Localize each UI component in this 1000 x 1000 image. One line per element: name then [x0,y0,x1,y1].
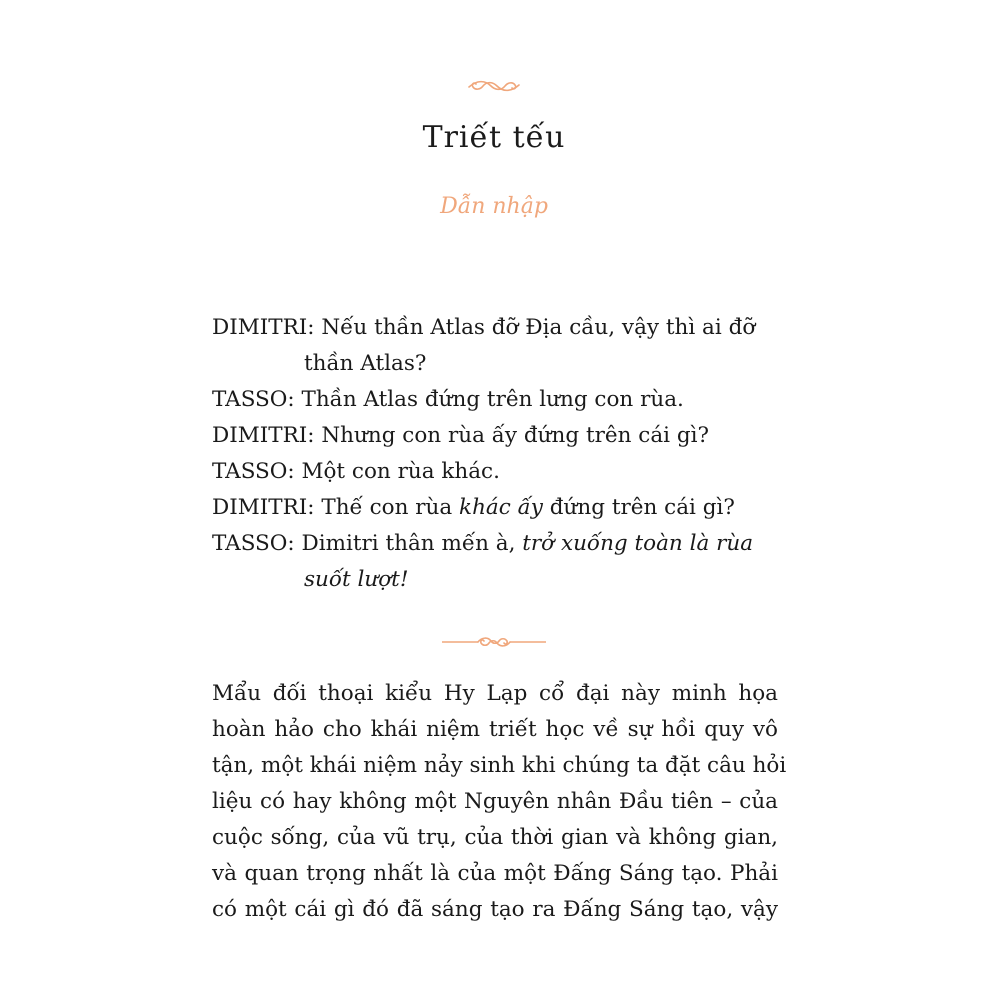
dialogue-text: thần Atlas? [304,351,427,376]
speaker-name: TASSO: [212,459,295,484]
body-paragraph [212,676,787,928]
flourish-ornament-icon [465,76,523,96]
speaker-name: DIMITRI: [212,423,315,448]
italic-text: trở xuống toàn là rùa [522,531,754,556]
dialogue-text: Thế con rùa [314,495,460,520]
dialogue-line [212,418,792,454]
flourish-divider-icon [442,632,546,652]
dialogue-text: Nhưng con rùa ấy đứng trên cái gì? [314,423,710,448]
dialogue-line [212,454,792,490]
dialogue-text: đứng trên cái gì? [542,495,735,520]
body-line: và quan trọng nhất là của một Đấng Sáng tạo. Phải [212,861,778,886]
italic-text: suốt lượt! [304,567,409,592]
dialogue-text: Dimitri thân mến à, [294,531,523,556]
dialogue-text: Thần Atlas đứng trên lưng con rùa. [294,387,684,412]
dialogue-text: Nếu thần Atlas đỡ Địa cầu, vậy thì ai đỡ [314,315,756,340]
dialogue-line [212,526,792,562]
body-line: liệu có hay không một Nguyên nhân Đầu tiên – của [212,789,778,814]
body-line: Mẩu đối thoại kiểu Hy Lạp cổ đại này minh họa [212,681,778,706]
dialogue-line [212,346,792,382]
dialogue-line [212,562,792,598]
dialogue-line [212,382,792,418]
chapter-subtitle: Dẫn nhập [440,194,548,219]
italic-text: khác ấy [459,495,543,520]
chapter-title: Triết tếu [422,120,566,155]
speaker-name: DIMITRI: [212,315,315,340]
speaker-name: DIMITRI: [212,495,315,520]
body-line: hoàn hảo cho khái niệm triết học về sự hồi quy vô [212,717,778,742]
dialogue-line [212,310,792,346]
body-line: tận, một khái niệm nảy sinh khi chúng ta đặt câu hỏi [212,753,787,778]
dialogue-block [212,310,792,598]
speaker-name: TASSO: [212,387,295,412]
dialogue-line [212,490,792,526]
body-line: cuộc sống, của vũ trụ, của thời gian và không gian, [212,825,778,850]
body-line: có một cái gì đó đã sáng tạo ra Đấng Sáng tạo, vậy [212,897,778,922]
speaker-name: TASSO: [212,531,295,556]
dialogue-text: Một con rùa khác. [294,459,500,484]
